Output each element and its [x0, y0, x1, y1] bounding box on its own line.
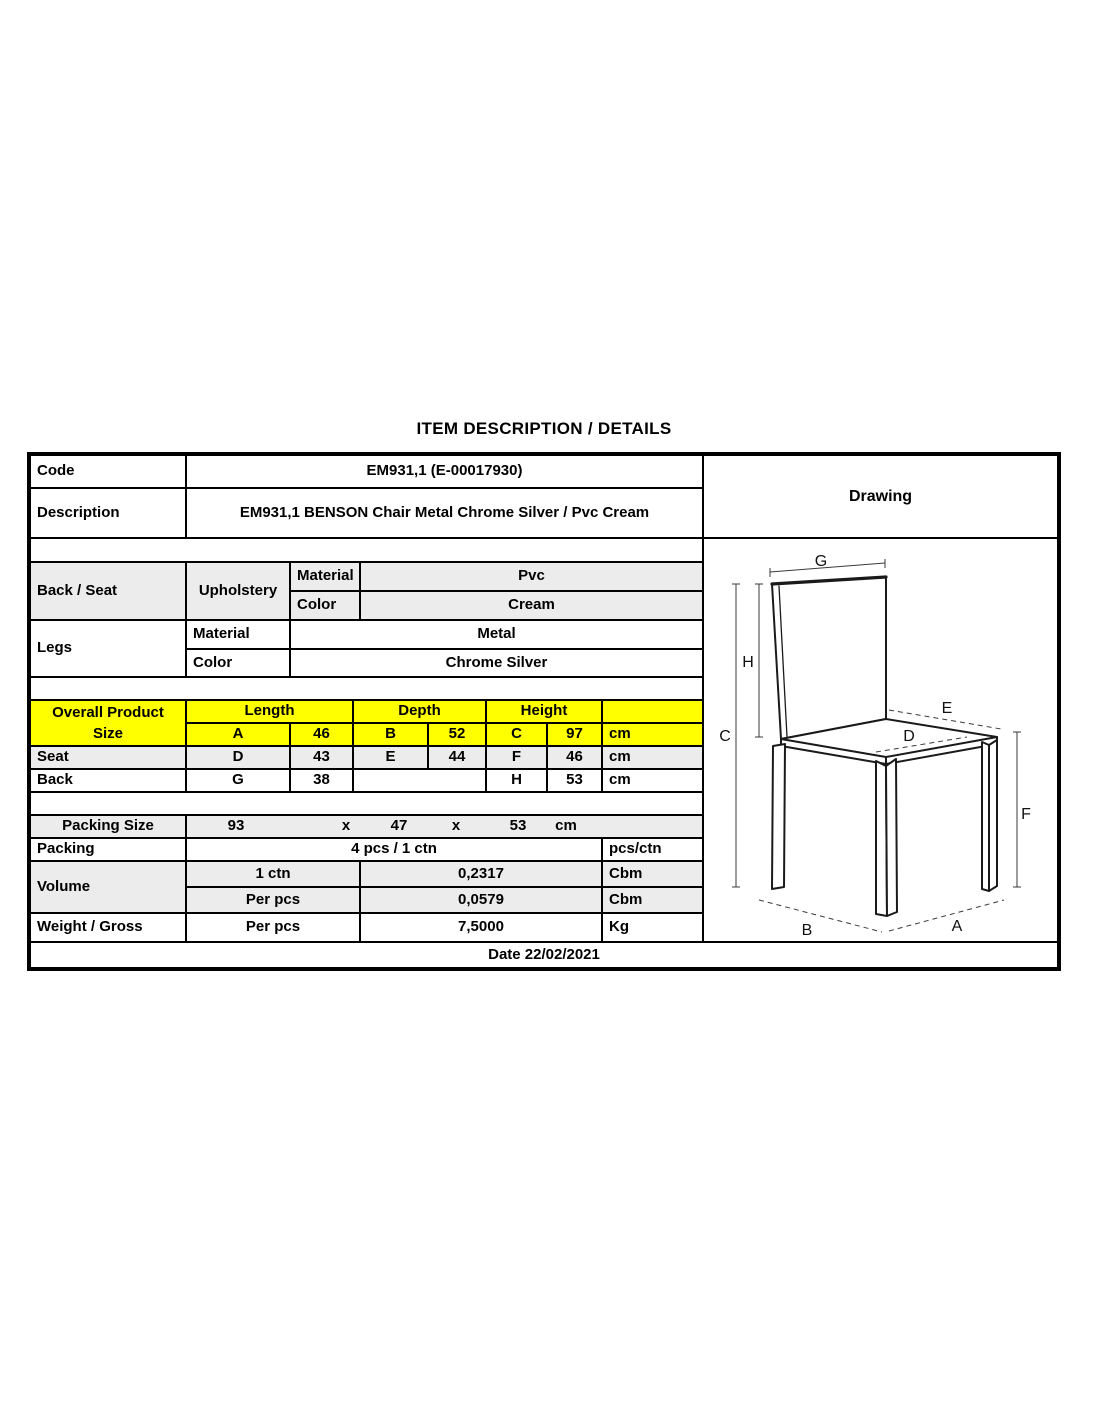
drawing-header: Drawing	[703, 455, 1058, 538]
overall-height-value: 97	[547, 723, 602, 746]
back-length-value: 38	[290, 769, 353, 792]
legs-color-value: Chrome Silver	[290, 649, 703, 677]
dim-label-e: E	[941, 700, 953, 717]
packing-size-x2: x	[451, 817, 461, 835]
back-length-letter: G	[186, 769, 290, 792]
packing-size-x1: x	[341, 817, 351, 835]
packing-size-length: 93	[227, 817, 245, 835]
seat-length-letter: D	[186, 746, 290, 769]
legs-label: Legs	[30, 620, 186, 677]
date-row: Date 22/02/2021	[30, 942, 1058, 968]
packing-size-height: 53	[509, 817, 527, 835]
overall-length-letter: A	[186, 723, 290, 746]
seat-height-letter: F	[486, 746, 547, 769]
seat-row-label: Seat	[30, 746, 186, 769]
code-value: EM931,1 (E-00017930)	[186, 455, 703, 488]
back-seat-group: Upholstery	[186, 562, 290, 620]
overall-height-letter: C	[486, 723, 547, 746]
size-header-empty	[602, 700, 703, 723]
seat-depth-letter: E	[353, 746, 428, 769]
legs-color-label: Color	[186, 649, 290, 677]
size-table-label	[30, 700, 186, 746]
overall-depth-letter: B	[353, 723, 428, 746]
volume-row-per: Per pcs	[186, 887, 360, 913]
drawing-cell	[703, 538, 1058, 942]
packing-label: Packing	[30, 838, 186, 861]
description-label: Description	[30, 488, 186, 538]
dim-label-b: B	[801, 922, 813, 939]
volume-row-value: 0,2317	[360, 861, 602, 887]
code-label: Code	[30, 455, 186, 488]
back-row-label: Back	[30, 769, 186, 792]
size-table-label-line2: Size	[92, 725, 123, 742]
back-seat-color-label: Color	[290, 591, 360, 620]
dim-label-d: D	[903, 728, 915, 745]
dim-label-f: F	[1021, 806, 1031, 823]
size-table-label-line1: Overall Product	[52, 704, 164, 721]
weight-unit: Kg	[602, 913, 703, 942]
chair-leg-right	[982, 742, 989, 891]
dim-label-c: C	[719, 728, 731, 745]
back-seat-label: Back / Seat	[30, 562, 186, 620]
back-seat-color-value: Cream	[360, 591, 703, 620]
legs-material-value: Metal	[290, 620, 703, 649]
back-height-letter: H	[486, 769, 547, 792]
back-depth-empty	[353, 769, 486, 792]
weight-per: Per pcs	[186, 913, 360, 942]
volume-row-value: 0,0579	[360, 887, 602, 913]
seat-unit: cm	[602, 746, 703, 769]
overall-depth-value: 52	[428, 723, 486, 746]
size-header-length: Length	[186, 700, 353, 723]
size-header-height: Height	[486, 700, 602, 723]
seat-depth-value: 44	[428, 746, 486, 769]
dim-label-g: G	[814, 553, 828, 570]
page-title: ITEM DESCRIPTION / DETAILS	[416, 419, 672, 438]
chair-drawing	[704, 539, 1057, 941]
back-unit: cm	[602, 769, 703, 792]
chair-leg-rear-left	[772, 744, 785, 889]
back-height-value: 53	[547, 769, 602, 792]
spacer-row	[30, 538, 703, 562]
spacer-row	[30, 792, 703, 815]
seat-length-value: 43	[290, 746, 353, 769]
packing-value: 4 pcs / 1 ctn	[186, 838, 602, 861]
size-header-depth: Depth	[353, 700, 486, 723]
packing-size-value	[186, 815, 703, 838]
packing-size-unit: cm	[555, 817, 577, 835]
overall-unit: cm	[602, 723, 703, 746]
weight-value: 7,5000	[360, 913, 602, 942]
volume-label: Volume	[30, 861, 186, 913]
packing-unit: pcs/ctn	[602, 838, 703, 861]
legs-material-label: Material	[186, 620, 290, 649]
chair-backrest	[772, 577, 886, 739]
back-seat-material-label: Material	[290, 562, 360, 591]
packing-size-width: 47	[390, 817, 408, 835]
packing-size-label: Packing Size	[30, 815, 186, 838]
volume-row-unit: Cbm	[602, 861, 703, 887]
volume-row-per: 1 ctn	[186, 861, 360, 887]
weight-label: Weight / Gross	[30, 913, 186, 942]
seat-height-value: 46	[547, 746, 602, 769]
overall-length-value: 46	[290, 723, 353, 746]
spacer-row	[30, 677, 703, 700]
back-seat-material-value: Pvc	[360, 562, 703, 591]
volume-row-unit: Cbm	[602, 887, 703, 913]
dim-label-h: H	[742, 654, 754, 671]
description-value: EM931,1 BENSON Chair Metal Chrome Silver / Pvc Cream	[186, 488, 703, 538]
dim-label-a: A	[951, 918, 963, 935]
